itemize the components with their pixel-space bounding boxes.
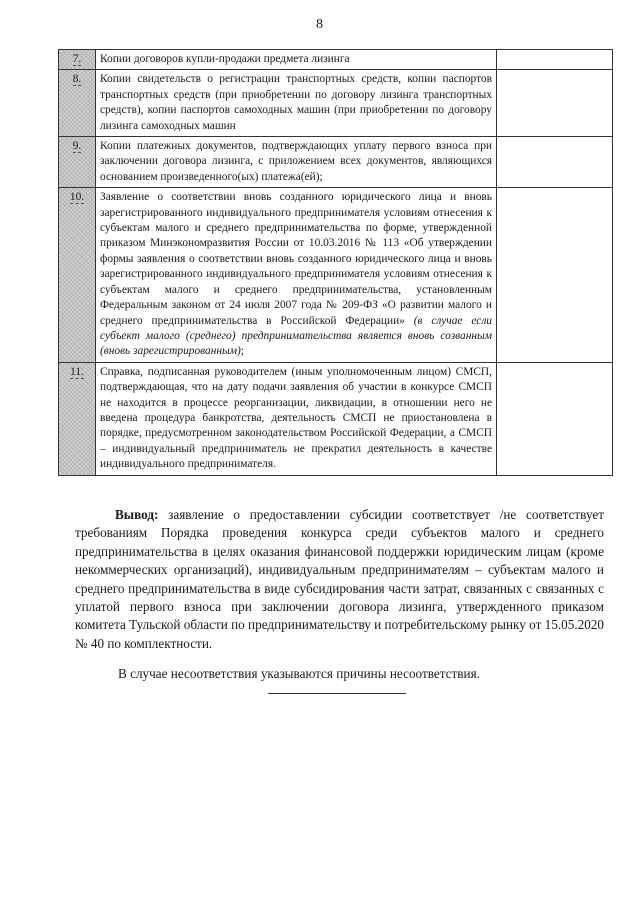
conclusion-label: Вывод: [115,507,159,522]
row-number-cell [59,188,96,362]
row-number-cell [59,137,96,188]
conclusion-paragraph [75,506,604,653]
table-row [59,362,613,475]
row-number-cell [59,362,96,475]
row-number: 8. [72,73,82,86]
row-description: Копии свидетельств о регистрации транспортных средств, копии паспортов транспортных средств (при приобретении по договору лизинга транспортных средств), копии паспортов самоходных машин (при приобретении по договору лизинга самоходных машин [96,70,497,137]
row-number: 9. [72,140,82,153]
table-row [59,50,613,70]
row-description [96,188,497,362]
row-status-cell [497,137,613,188]
row-main-text: Заявление о соответствии вновь созданного юридического лица и вновь зарегистрированного индивидуального предпринимателя условиям отнесения к субъектам малого и среднего предпринимательства по форме, утвержденной приказом Минэкономразвития России от 10.03.2016 № 113 «Об утверждении формы заявления о соответствии вновь созданного юридического лица и вновь зарегистрированного индивидуального предпринимателя условиям отнесения к субъектам малого и среднего предпринимательства, установленным Федеральным законом от 24 июля 2007 года № 209-ФЗ «О развитии малого и среднего предпринимательства в Российской Федерации» [100,191,492,327]
row-number-cell [59,50,96,70]
table-row [59,70,613,137]
row-italic-note: (в случае если субъект малого (среднего) предпринимательства является вновь созванным (вновь зарегистрированным) [100,314,492,358]
row-status-cell [497,50,613,70]
row-status-cell [497,70,613,137]
row-number: 11. [70,365,84,378]
row-number: 7. [72,53,82,65]
table-row [59,137,613,188]
row-status-cell [497,188,613,362]
page-number: 8 [316,17,323,32]
signature-line [268,693,406,694]
row-number: 10. [69,191,85,204]
row-number-cell [59,70,96,137]
row-description: Копии платежных документов, подтверждающих уплату первого взноса при заключении договора лизинга, с приложением всех документов, являющихся основанием произведенного(ых) платежа(ей); [96,137,497,188]
row-description: Справка, подписанная руководителем (иным уполномоченным лицом) СМСП, подтверждающая, что на дату подачи заявления об участии в конкурсе СМСП не находится в процессе реорганизации, ликвидации, в отношении него не введена процедура банкротства, деятельность СМСП не приостановлена в порядке, предусмотренном законодательством Российской Федерации, а СМСП – индивидуальный предприниматель не прекратил деятельность в качестве индивидуального предпринимателя. [96,362,497,475]
row-description: Копии договоров купли-продажи предмета лизинга [96,50,497,70]
documents-table [58,49,613,476]
row-status-cell [497,362,613,475]
mismatch-note: В случае несоответствия указываются причины несоответствия. [118,666,480,681]
conclusion-text: заявление о предоставлении субсидии соответствует /не соответствует требованиям Порядка проведения конкурса среди субъектов малого и среднего предпринимательства в целях оказания финансовой поддержки юридическим лицам (кроме некоммерческих организаций), индивидуальным предпринимателям – субъектам малого и среднего предпринимательства в виде субсидирования части затрат, связанных с связанных с уплатой первого взноса при заключении договора лизинга, утвержденного приказом комитета Тульской области по предпринимательству и потребительскому рынку от 15.05.2020 № 40 по комплектности. [75,507,604,651]
row-tail: ; [240,345,244,358]
table-row [59,188,613,362]
